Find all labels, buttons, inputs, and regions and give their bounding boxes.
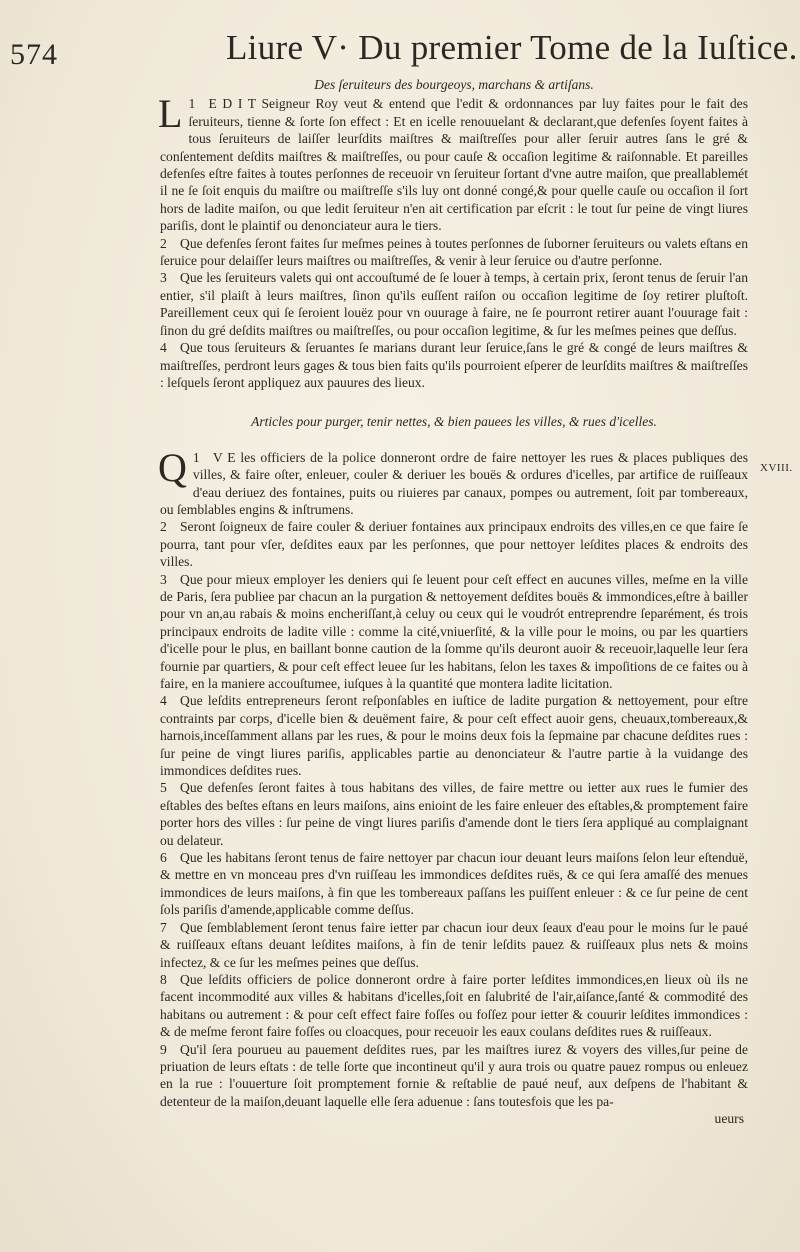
article (160, 919, 748, 971)
article-number: 7 (160, 919, 167, 935)
article-number: 1 (192, 449, 200, 465)
article (160, 692, 748, 779)
article-number: 3 (160, 270, 167, 286)
section-title: Articles pour purger, tenir nettes, & bien pauees les villes, & rues d'icelles. (251, 414, 657, 430)
article-number: 1 (188, 96, 196, 112)
article-text: Que ſemblablement ſeront tenus faire ietter par chacun iour deux ſeaux d'eau pour le moins ſur le paué & ruiſſeaux eſtans deuant leſdites maiſons, à fin de tenir leſdits pauez & ruiſſeaux plus nets & moins infectez, & ce ſur les meſmes peines que deſſus. (160, 919, 748, 970)
article (160, 779, 748, 849)
article-number: 5 (160, 780, 167, 796)
article-text: Que defenſes ſeront faites ſur meſmes peines à toutes perſonnes de ſuborner ſeruiteurs ou valets eſtans en ſeruice pour delaiſſer leurs maiſtres ou maiſtreſſes, & venir à leur ſeruice ou d'autre perſonne. (160, 235, 748, 269)
article (160, 971, 748, 1041)
article-number: 6 (160, 850, 167, 866)
article-text: Que les ſeruiteurs valets qui ont accouſtumé de ſe louer à temps, à certain prix, ſeront tenus de ſeruir l'an entier, s'il plaiſt à leurs maiſtres, ſinon qu'ils euſſent raiſon ou occaſion legitime de ſoy retirer pluſtoſt. Pareillement ceux qui ſe ſeroient louëz pour vn ouurage à faire, ne ſe pourront retirer auant l'ouurage fait : ſinon du gré deſdits maiſtres ou maiſtreſſes, ou pour occaſion legitime, & ſur les meſmes peines que deſſus. (160, 270, 748, 338)
article-text: V E les officiers de la police donneront ordre de faire nettoyer les rues & places publiques des villes, & faire oſter, enleuer, couler & deriuer les bouës & ordures d'icelles, par artifice de ruiſſeaux d'eau deriuez des fontaines, puits ou riuieres par canaux, pompes ou autrement, ſoit par tombereaux, ou ſemblables engins & inſtrumens. (160, 449, 748, 517)
article-text: Que pour mieux employer les deniers qui ſe leuent pour ceſt effect en aucunes villes, meſme en la ville de Paris, ſera publiee par chacun an la purgation & nettoyement deſdites bouës & immondices,eſtre à bailler pour vn an,au rabais & moins encheriſſant,à celuy ou ceux qui le voudrót entreprendre ſeparément, és trois principaux endroits de ladite ville : comme la cité,vniuerſité, & la ville pour le moins, ou par les quartiers d'icelle pour le plus, en baillant bonne caution de la ſomme qu'ils deuront auoir & receuoir,laquelle leur ſera fournie par quartiers, & pour ceſt effect leuee ſur les habitans, ſelon les taxes & impoſitions de ce faites ou à faire, en la maniere accouſtumee, iuſques à la quantité que montera ladite licitation. (160, 571, 748, 691)
article (160, 235, 748, 270)
page-number: 574 (10, 38, 58, 71)
article-number: 3 (160, 571, 167, 587)
section-title: Des ſeruiteurs des bourgeoys, marchans & artiſans. (314, 77, 594, 92)
marginal-note: XVIII. (760, 462, 793, 474)
article (160, 269, 748, 339)
article-text: Seront ſoigneux de faire couler & deriuer fontaines aux principaux endroits des villes,en ce que faire ſe pourra, tant pour vſer, deſdites eaux par les perſonnes, que pour nettoyer leſdites places & endroits des villes. (160, 519, 748, 570)
article-text: Que defenſes ſeront faites à tous habitans des villes, de faire mettre ou ietter aux rues le fumier des eſtables des beſtes eſtans en leurs maiſons, ains enioint de les faire enleuer des eſtables,& promptement faire porter hors des villes : ſur peine de vingt liures pariſis d'amende dont le tiers ſera appliqué au complaignant ou delateur. (160, 780, 748, 848)
drop-capital: L (158, 91, 183, 137)
article (158, 444, 748, 519)
article-text: Que leſdits entrepreneurs ſeront reſponſables en iuſtice de ladite purgation & nettoyement, pour eſtre contraints par corps, d'icelle bien & deuëment faire, & pour ceſt effect auoir gens, cheuaux,tombereaux,& harnois,inceſſamment allans par les rues, & pour le moins deux fois la ſepmaine par chacune deſdites rues : ſur peine de vingt liures pariſis, applicables partie au denonciateur & l'autre partie à la vuidange des immondices deſdites rues. (160, 693, 748, 779)
article-number: 8 (160, 971, 167, 987)
article-text: E D I T Seigneur Roy veut & entend que l'edit & ordonnances par luy faites pour le fait des ſeruiteurs, tienne & ſorte ſon effect : Et en icelle renouuelant & declarant,que defenſes ſoyent faites à tous ſeruiteurs de laiſſer leurſdits maiſtres & maiſtreſſes pour aller ſeruir autres ſans le gré & conſentement deſdits maiſtres & maiſtreſſes, ou pour cauſe & occaſion legitime & raiſonnable. Et pareilles defenſes eſtre faites à toutes perſonnes de receuoir vn ſeruiteur ſortant d'vne autre maiſon, que preallablemét il ne ſe ſoit enquis du maiſtre ou maiſtreſſe s'ils luy ont donné congé,& pour quelle cauſe ou occaſion il ſort hors de ladite maiſon, ou que ledit ſeruiteur n'en ait certification par eſcrit : le tout ſur peine de vingt liures pariſis, dont le plaintif ou denonciateur aura le tiers. (160, 96, 748, 234)
article-number: 2 (160, 519, 167, 535)
article-text: Que les habitans ſeront tenus de faire nettoyer par chacun iour deuant leurs maiſons ſelon leur eſtenduë, & mettre en vn monceau pres d'vn ruiſſeau les immondices deſdites ruës, & ce qui ſera amaſſé des menues immondices de leurs maiſons, à fin que les tombereaux paſſans les puiſſent enleuer : & ce ſur peine de cent ſols pariſis d'amende,applicable comme deſſus. (160, 850, 748, 918)
article-text: Que tous ſeruiteurs & ſeruantes ſe marians durant leur ſeruice,ſans le gré & congé de leurs maiſtres & maiſtreſſes, perdront leurs gages & tous bien faits qu'ils pourroient eſperer de leurſdits maiſtres & maiſtreſſes : leſquels ſeront appliquez aux pauures des lieux. (160, 340, 748, 390)
article (160, 849, 748, 919)
article (160, 518, 748, 570)
article (160, 571, 748, 693)
article-text: Qu'il ſera pourueu au pauement deſdites rues, par les maiſtres iurez & voyers des villes,ſur peine de priuation de leurs eſtats : de telle ſorte que incontineut qu'il y aura trois ou quatre pauez rompus ou enleuez en la rue : l'ouuerture ſoit promptement fornie & reſtablie de paué neuf, aux deſpens de l'habitant & detenteur de la maiſon,deuant laquelle elle ſera aduenue : ſans toutesfois que les pa- (160, 1041, 748, 1109)
article-number: 2 (160, 235, 167, 251)
article (160, 339, 748, 391)
article-number: 9 (160, 1041, 167, 1057)
body-text (160, 76, 748, 1128)
article (158, 91, 748, 234)
article-text: Que leſdits officiers de police donneront ordre à faire porter leſdites immondices,en lieux où ils ne facent incommodité aux villes & habitans d'icelles,ſoit en ſalubrité de l'air,aiſance,ſanté & commodité des habitans ou autrement : & pour ceſt effect faire foſſes ou foſſez pour ietter & couurir leſdites immondices : & de meſme feront faire foſſes ou cloacques, pour receuoir les eaux coulans deſdites rues & ruiſſeaux. (160, 971, 748, 1040)
article-number: 4 (160, 340, 167, 356)
article (160, 1041, 748, 1111)
running-head: Liure V· Du premier Tome de la Iuſtice. (226, 28, 798, 67)
article-number: 4 (160, 693, 167, 709)
drop-capital: Q (158, 444, 187, 490)
catchword: ueurs (714, 1111, 744, 1127)
